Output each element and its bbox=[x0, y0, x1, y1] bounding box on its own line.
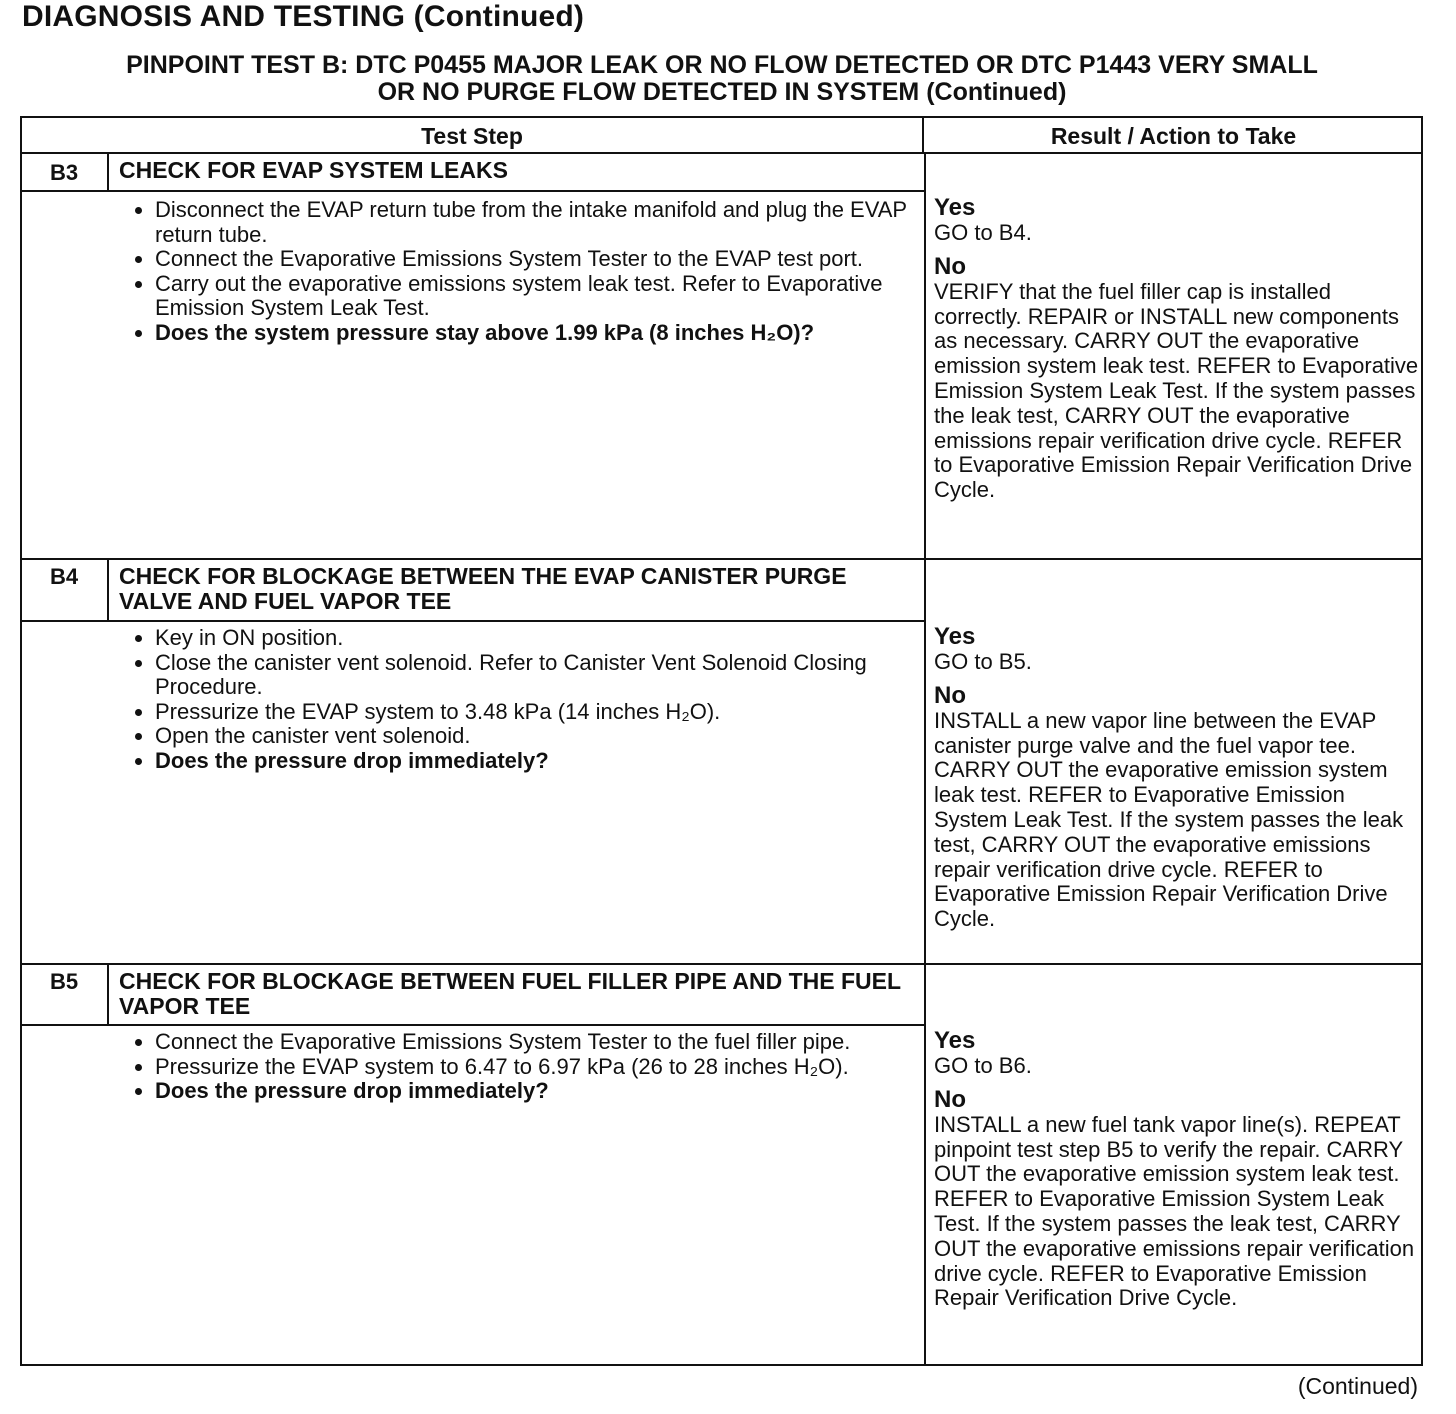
yes-label: Yes bbox=[934, 194, 976, 221]
step-title-rule bbox=[22, 190, 924, 192]
list-item: • Carry out the evaporative emissions system leak test. Refer to Evaporative Emission System Leak Test. bbox=[155, 272, 935, 321]
step-title-b4: CHECK FOR BLOCKAGE BETWEEN THE EVAP CANISTER PURGE VALVE AND FUEL VAPOR TEE bbox=[107, 560, 924, 620]
no-action: INSTALL a new vapor line between the EVAP canister purge valve and the fuel vapor tee. CARRY OUT the evaporative emission system leak test. REFER to Evaporative Emission System Leak Test. If the system passes the leak test, CARRY OUT the evaporative emissions repair verification drive cycle. REFER to Evaporative Emission Repair Verification Drive Cycle. bbox=[934, 707, 1404, 932]
no-action: VERIFY that the fuel filler cap is installed correctly. REPAIR or INSTALL new components as necessary. CARRY OUT the evaporative emission system leak test. REFER to Evaporative Emission System Leak Test. If the system passes the leak test, CARRY OUT the evaporative emissions repair verification drive cycle. REFER to Evaporative Emission Repair Verification Drive Cycle. bbox=[934, 278, 1419, 503]
step-question: • Does the pressure drop immediately? bbox=[155, 1079, 935, 1104]
step-title-rule bbox=[22, 620, 924, 622]
yes-action: GO to B5. bbox=[934, 649, 1032, 674]
step-bullets-b3 bbox=[117, 198, 935, 346]
step-title-rule bbox=[22, 1024, 924, 1026]
test-title-line2: OR NO PURGE FLOW DETECTED IN SYSTEM (Continued) bbox=[377, 78, 1067, 106]
step-bullets-b5 bbox=[117, 1030, 935, 1104]
list-item: • Key in ON position. bbox=[155, 626, 935, 651]
step-id-b4: B4 bbox=[49, 564, 79, 589]
list-item: • Open the canister vent solenoid. bbox=[155, 724, 935, 749]
no-label: No bbox=[934, 1085, 966, 1113]
pinpoint-test-title bbox=[22, 52, 1422, 106]
test-title-line1: PINPOINT TEST B: DTC P0455 MAJOR LEAK OR NO FLOW DETECTED OR DTC P1443 VERY SMALL bbox=[126, 51, 1318, 79]
no-label: No bbox=[934, 252, 966, 280]
list-item: • Close the canister vent solenoid. Refer to Canister Vent Solenoid Closing Procedure. bbox=[155, 651, 935, 700]
step-question: • Does the pressure drop immediately? bbox=[155, 749, 935, 774]
no-action: INSTALL a new fuel tank vapor line(s). REPEAT pinpoint test step B5 to verify the repair. CARRY OUT the evaporative emission system leak test. REFER to Evaporative Emission System Leak Test. If the system passes the leak test, CARRY OUT the evaporative emissions repair verification drive cycle. REFER to Evaporative Emission Repair Verification Drive Cycle. bbox=[934, 1111, 1415, 1311]
step-id-b3: B3 bbox=[49, 160, 79, 185]
continued-note: (Continued) bbox=[1297, 1373, 1418, 1399]
result-b3 bbox=[934, 195, 1419, 503]
step-title-b5: CHECK FOR BLOCKAGE BETWEEN FUEL FILLER PIPE AND THE FUEL VAPOR TEE bbox=[107, 965, 924, 1025]
list-item: • Connect the Evaporative Emissions System Tester to the EVAP test port. bbox=[155, 247, 935, 272]
list-item: • Disconnect the EVAP return tube from the intake manifold and plug the EVAP return tube. bbox=[155, 198, 935, 247]
header-result-action: Result / Action to Take bbox=[924, 118, 1423, 154]
yes-action: GO to B4. bbox=[934, 220, 1032, 245]
pinpoint-test-table bbox=[20, 116, 1423, 1366]
step-question: • Does the system pressure stay above 1.99 kPa (8 inches H₂O)? bbox=[155, 321, 935, 346]
list-item: • Pressurize the EVAP system to 3.48 kPa (14 inches H₂O). bbox=[155, 700, 935, 725]
step-title-b3: CHECK FOR EVAP SYSTEM LEAKS bbox=[107, 154, 924, 192]
step-id-b5: B5 bbox=[49, 969, 79, 994]
no-label: No bbox=[934, 681, 966, 709]
list-item: • Pressurize the EVAP system to 6.47 to 6.97 kPa (26 to 28 inches H₂O). bbox=[155, 1055, 935, 1080]
header-test-step: Test Step bbox=[22, 118, 924, 154]
result-b4 bbox=[934, 624, 1419, 932]
page-title: DIAGNOSIS AND TESTING (Continued) bbox=[22, 0, 585, 33]
step-bullets-b4 bbox=[117, 626, 935, 774]
yes-label: Yes bbox=[934, 623, 976, 650]
yes-action: GO to B6. bbox=[934, 1053, 1032, 1078]
yes-label: Yes bbox=[934, 1027, 976, 1054]
list-item: • Connect the Evaporative Emissions System Tester to the fuel filler pipe. bbox=[155, 1030, 935, 1055]
result-b5 bbox=[934, 1028, 1419, 1311]
